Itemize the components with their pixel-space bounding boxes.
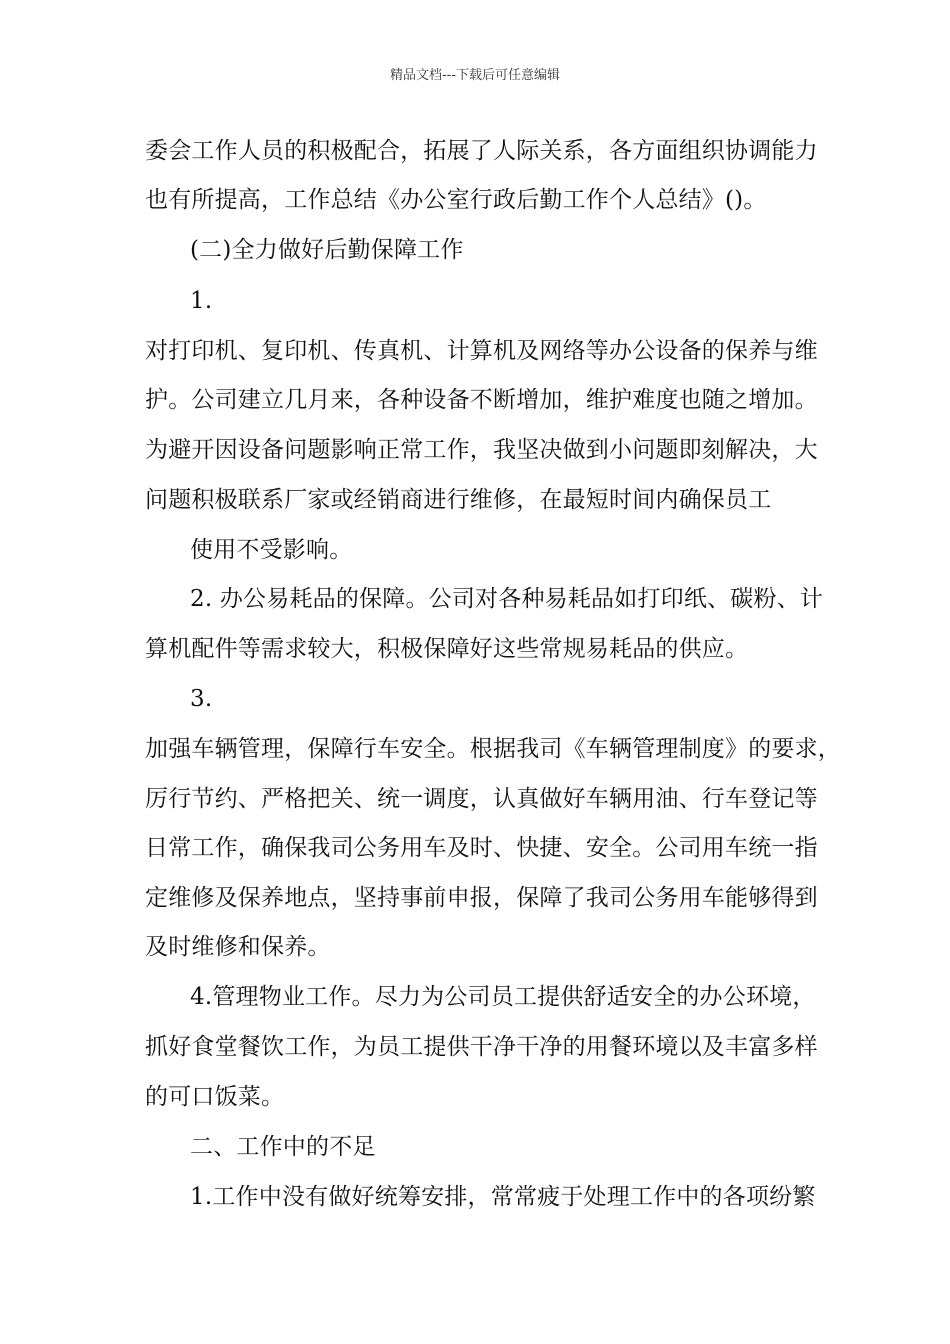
text-line: 1.工作中没有做好统筹安排，常常疲于处理工作中的各项纷繁 [190,1184,816,1210]
text-line: 护。公司建立几月来，各种设备不断增加，维护难度也随之增加。 [145,387,818,413]
text-line: 日常工作，确保我司公务用车及时、快捷、安全。公司用车统一指 [145,835,818,861]
text-line: 厉行节约、严格把关、统一调度，认真做好车辆用油、行车登记等 [145,786,818,812]
text-line: 定维修及保养地点，坚持事前申报，保障了我司公务用车能够得到 [145,885,818,911]
text-line: 问题积极联系厂家或经销商进行维修，在最短时间内确保员工 [145,487,772,513]
text-line: 及时维修和保养。 [145,934,331,960]
list-number: 3. [190,686,213,712]
section-heading: 二、工作中的不足 [190,1134,376,1160]
text-line: 算机配件等需求较大，积极保障好这些常规易耗品的供应。 [145,636,749,662]
text-line: 为避开因设备问题影响正常工作，我坚决做到小问题即刻解决，大 [145,437,818,463]
text-line: 4.管理物业工作。尽力为公司员工提供舒适安全的办公环境， [190,984,816,1010]
text-line: 对打印机、复印机、传真机、计算机及网络等办公设备的保养与维 [145,338,818,364]
text-line: 的可口饭菜。 [145,1084,285,1110]
list-number: 1. [190,288,213,314]
text-line: 使用不受影响。 [190,537,353,563]
text-line: 抓好食堂餐饮工作，为员工提供干净干净的用餐环境以及丰富多样 [145,1034,818,1060]
text-line: 也有所提高，工作总结《办公室行政后勤工作个人总结》()。 [145,187,767,213]
page-header: 精品文档---下载后可任意编辑 [389,68,561,83]
text-line: 2. 办公易耗品的保障。公司对各种易耗品如打印纸、碳粉、计 [190,586,824,612]
section-heading: (二)全力做好后勤保障工作 [190,237,464,263]
text-line: 委会工作人员的积极配合，拓展了人际关系，各方面组织协调能力 [145,138,818,164]
text-line: 加强车辆管理，保障行车安全。根据我司《车辆管理制度》的要求， [145,736,841,762]
